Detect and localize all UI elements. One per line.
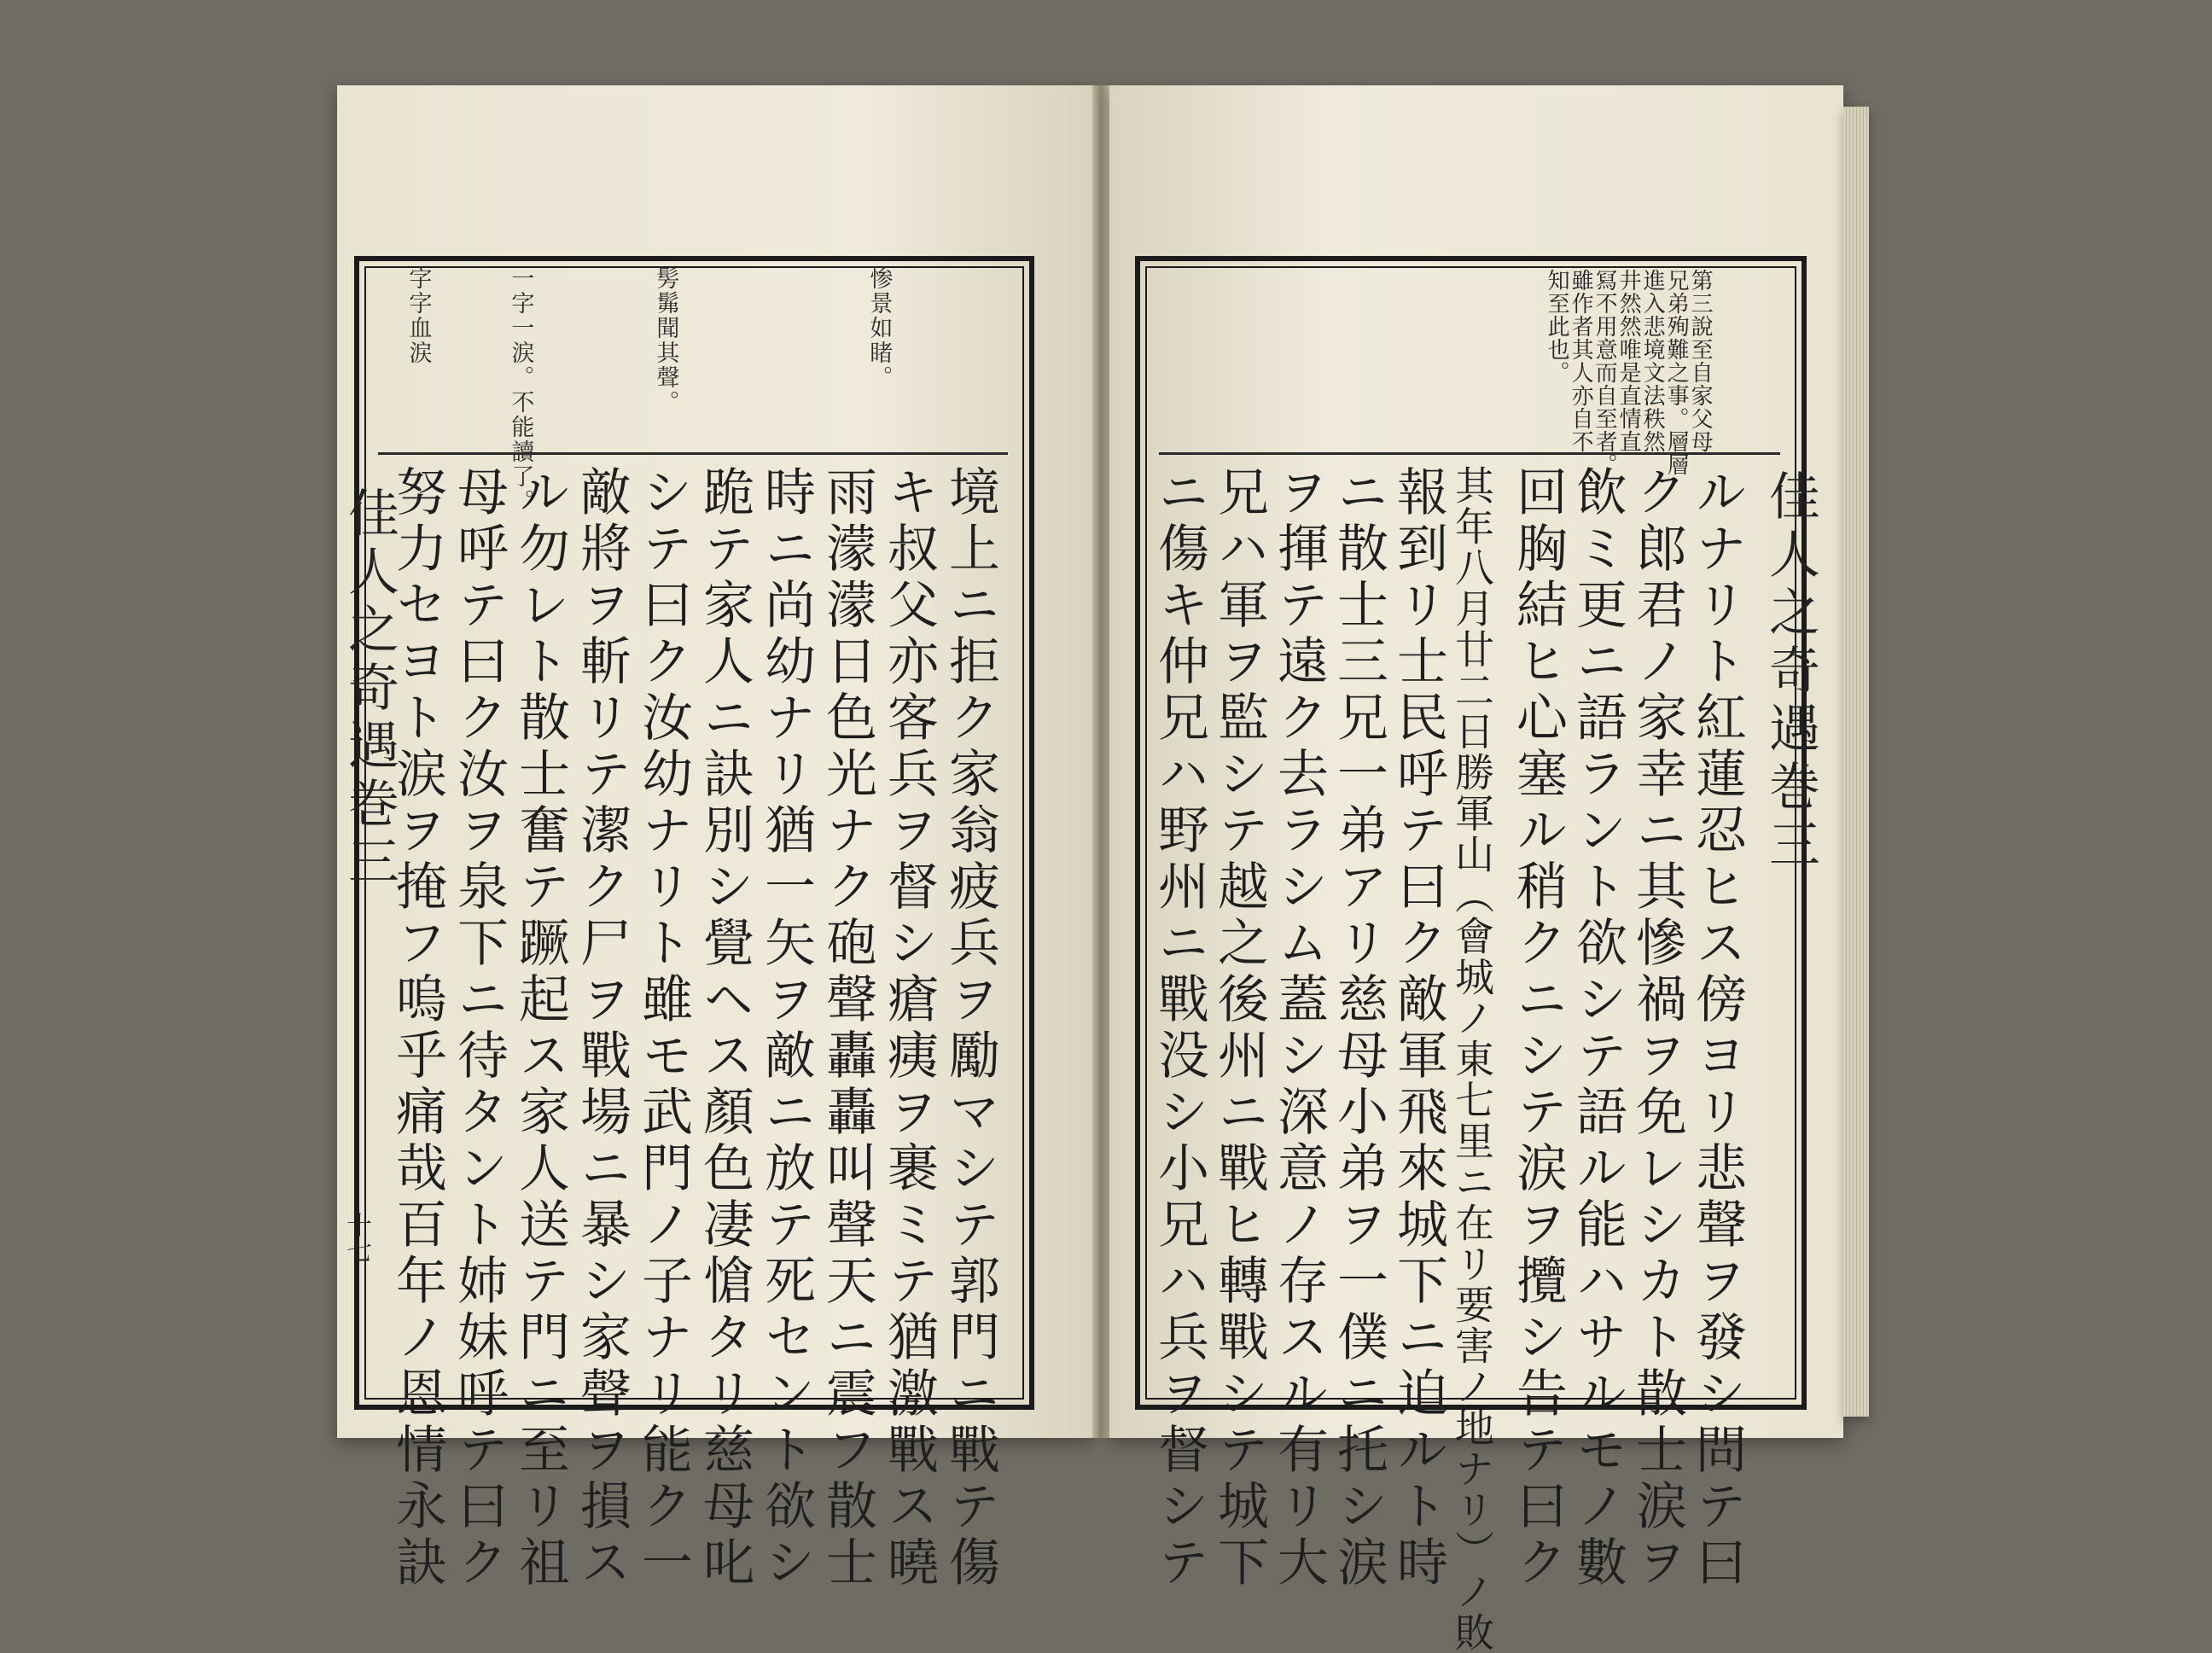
right-column-10: ニ傷キ仲兄ハ野州ニ戰没シ小兄ハ兵ヲ督シテ [1150, 465, 1209, 1592]
right-header-note-3: 進入悲境文法秩然 [1639, 269, 1666, 453]
book-gutter [1092, 85, 1109, 1438]
margin-note-3: 一字一涙。不能讀了。 [507, 266, 534, 514]
right-header-note-4: 井然然唯是直情直 [1615, 269, 1642, 453]
open-book [337, 85, 1869, 1653]
right-column-5: 其年八月廿二日勝軍山（會城ノ東七里ニ在リ要害ノ地ナリ）ノ敗 [1449, 465, 1495, 1653]
left-column-3: 雨濛濛日色光ナク砲聲轟轟叫聲天ニ震フ散士 [818, 465, 877, 1592]
right-header-note-6: 雖作者其人亦自不 [1568, 269, 1594, 453]
right-column-3: 飲ミ更ニ語ラント欲シテ語ル能ハサルモノ數 [1568, 465, 1627, 1592]
margin-note-4: 字字血涙 [405, 266, 432, 365]
right-column-7: ニ散士三兄一弟アリ慈母小弟ヲ一僕ニ托シ涙 [1329, 465, 1388, 1592]
right-header-note-2: 兄弟殉難之事。層層 [1663, 269, 1690, 476]
page-edges [1843, 107, 1869, 1417]
left-folio: 十七 [341, 1212, 371, 1263]
left-column-8: ル勿レト散士奮テ蹶起ス家人送テ門ニ至リ祖 [510, 465, 570, 1592]
right-column-6: 報到リ士民呼テ曰ク敵軍飛來城下ニ迫ルト時 [1388, 465, 1448, 1592]
left-column-4: 時ニ尚幼ナリ猶一矢ヲ敵ニ放テ死セント欲シ [756, 465, 816, 1592]
left-column-2: キ叔父亦客兵ヲ督シ瘡痍ヲ裹ミテ猶激戰ス曉 [879, 465, 939, 1592]
right-header-note-1: 第三說至自家父母 [1687, 269, 1714, 453]
right-column-8: ヲ揮テ遠ク去ラシム蓋シ深意ノ存スル有リ大 [1269, 465, 1329, 1592]
left-column-7: 敵將ヲ斬リテ潔ク尸ヲ戰場ニ暴シ家聲ヲ損ス [572, 465, 632, 1592]
right-column-4: 回胸結ヒ心塞ル稍クニシテ涙ヲ攬シ告テ曰ク [1508, 465, 1568, 1592]
left-spine-title: 佳人之奇遇巻三 [340, 486, 399, 893]
right-column-1: ルナリト紅蓮忍ヒス傍ヨリ悲聲ヲ發シ問テ曰 [1687, 465, 1747, 1592]
right-header-note-7: 知至此也。 [1544, 269, 1570, 384]
right-spine-title: 佳人之奇遇巻三 [1761, 469, 1820, 876]
left-column-5: 跪テ家人ニ訣別シ覺ヘス顏色凄愴タリ慈母叱 [695, 465, 754, 1592]
left-column-6: シテ曰ク汝幼ナリト雖モ武門ノ子ナリ能ク一 [633, 465, 693, 1592]
left-column-1: 境上ニ拒ク家翁疲兵ヲ勵マシテ郭門ニ戰テ傷 [940, 465, 1000, 1592]
right-column-9: 兄ハ軍ヲ監シテ越之後州ニ戰ヒ轉戰シテ城下 [1209, 465, 1269, 1592]
right-page [1109, 85, 1843, 1653]
left-page [337, 85, 1092, 1592]
left-page-header-rule [378, 452, 1008, 455]
left-column-9: 母呼テ曰ク汝ヲ泉下ニ待タント姉妹呼テ曰ク [449, 465, 509, 1592]
margin-note-2: 髣髴聞其聲。 [652, 266, 679, 415]
right-header-note-5: 冩不用意而自至者。 [1592, 269, 1618, 476]
left-column-10: 努力セヨト涙ヲ掩フ嗚乎痛哉百年ノ恩情永訣 [387, 465, 447, 1592]
right-column-2: ク郎君ノ家幸ニ其慘禍ヲ免レシカト散士涙ヲ [1627, 465, 1687, 1592]
margin-note-1: 惨景如睹。 [865, 266, 893, 390]
